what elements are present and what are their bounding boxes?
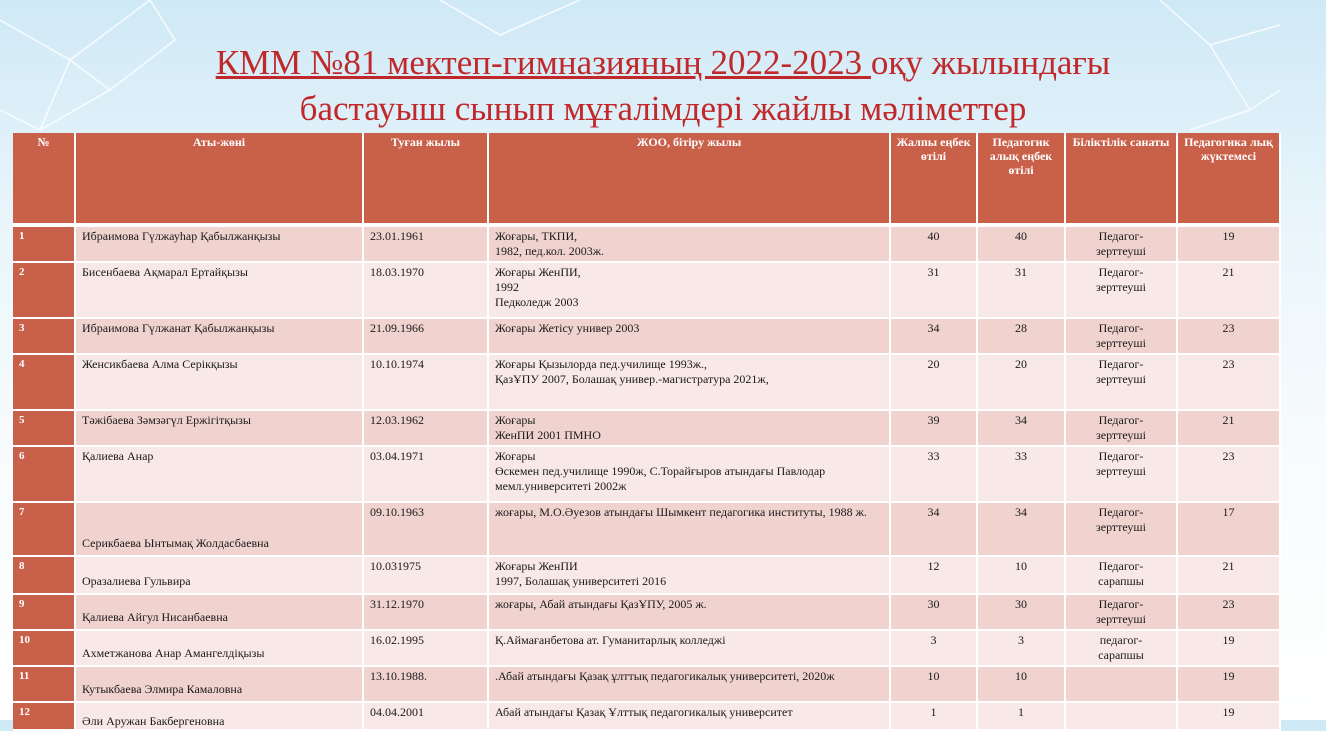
table-row (13, 262, 1280, 318)
table-row (13, 318, 1280, 354)
row-number: 4 (13, 354, 75, 410)
birth-date: 13.10.1988. (363, 666, 488, 702)
row-number: 9 (13, 594, 75, 630)
table-row (13, 410, 1280, 446)
education: Жоғары ЖенПИ 2001 ПМНО (488, 410, 890, 446)
header-row (13, 133, 1280, 225)
table-header (13, 133, 1280, 225)
total-experience: 31 (890, 262, 977, 318)
education: .Абай атындағы Қазақ ұлттық педагогикалық университеті, 2020ж (488, 666, 890, 702)
table-row (13, 556, 1280, 594)
category: Педагог- зерттеуші (1065, 502, 1177, 556)
teaching-load: 23 (1177, 446, 1280, 502)
total-experience: 39 (890, 410, 977, 446)
row-number: 10 (13, 630, 75, 666)
birth-date: 10.031975 (363, 556, 488, 594)
birth-date: 16.02.1995 (363, 630, 488, 666)
teacher-name: Кутыкбаева Элмира Камаловна (75, 666, 363, 702)
teacher-name: Қалиева Айгул Нисанбаевна (75, 594, 363, 630)
header-name: Аты-жөні (75, 133, 363, 225)
category (1065, 702, 1177, 730)
education: Жоғары Қызылорда пед.училище 1993ж., ҚазҰПУ 2007, Болашақ универ.-магистратура 2021ж, (488, 354, 890, 410)
category: Педагог- зерттеуші (1065, 318, 1177, 354)
teachers-table (13, 133, 1281, 731)
table-row (13, 594, 1280, 630)
title-underlined-part: КММ №81 мектеп-гимназияның 2022-2023 (215, 43, 871, 82)
total-experience: 40 (890, 225, 977, 262)
teacher-name: Оразалиева Гульвира (75, 556, 363, 594)
birth-date: 18.03.1970 (363, 262, 488, 318)
pedagogical-experience: 30 (977, 594, 1065, 630)
birth-date: 03.04.1971 (363, 446, 488, 502)
row-number: 11 (13, 666, 75, 702)
pedagogical-experience: 10 (977, 666, 1065, 702)
pedagogical-experience: 33 (977, 446, 1065, 502)
category: Педагог- зерттеуші (1065, 262, 1177, 318)
table-row (13, 502, 1280, 556)
table-body (13, 225, 1280, 730)
pedagogical-experience: 3 (977, 630, 1065, 666)
total-experience: 3 (890, 630, 977, 666)
category: Педагог- зерттеуші (1065, 594, 1177, 630)
header-education: ЖОО, бітіру жылы (488, 133, 890, 225)
total-experience: 20 (890, 354, 977, 410)
pedagogical-experience: 28 (977, 318, 1065, 354)
table-row (13, 446, 1280, 502)
teaching-load: 21 (1177, 556, 1280, 594)
teaching-load: 21 (1177, 262, 1280, 318)
row-number: 5 (13, 410, 75, 446)
birth-date: 09.10.1963 (363, 502, 488, 556)
total-experience: 30 (890, 594, 977, 630)
row-number: 8 (13, 556, 75, 594)
category: Педагог- зерттеуші (1065, 446, 1177, 502)
teaching-load: 23 (1177, 318, 1280, 354)
category: Педагог- сарапшы (1065, 556, 1177, 594)
pedagogical-experience: 10 (977, 556, 1065, 594)
teacher-name: Ибраимова Гүлжауһар Қабылжанқызы (75, 225, 363, 262)
category: Педагог- зерттеуші (1065, 410, 1177, 446)
category: Педагог- зерттеуші (1065, 354, 1177, 410)
total-experience: 12 (890, 556, 977, 594)
row-number: 7 (13, 502, 75, 556)
education: Жоғары Өскемен пед.училище 1990ж, С.Торайғыров атындағы Павлодар мемл.университеті 2002ж (488, 446, 890, 502)
header-number: № (13, 133, 75, 225)
total-experience: 34 (890, 502, 977, 556)
header-pedagogical-experience: Педагогик алық еңбек өтілі (977, 133, 1065, 225)
row-number: 6 (13, 446, 75, 502)
birth-date: 10.10.1974 (363, 354, 488, 410)
table-row (13, 702, 1280, 730)
title-rest-part: оқу жылындағы (870, 43, 1111, 82)
table-row (13, 666, 1280, 702)
teacher-name: Ибраимова Гүлжанат Қабылжанқызы (75, 318, 363, 354)
header-birth-date: Туған жылы (363, 133, 488, 225)
pedagogical-experience: 20 (977, 354, 1065, 410)
header-category: Біліктілік санаты (1065, 133, 1177, 225)
teacher-name: Ахметжанова Анар Амангелдіқызы (75, 630, 363, 666)
teacher-name: Тәжібаева Зәмзәгүл Ержігітқызы (75, 410, 363, 446)
education: Жоғары, ТКПИ, 1982, пед.кол. 2003ж. (488, 225, 890, 262)
row-number: 12 (13, 702, 75, 730)
birth-date: 04.04.2001 (363, 702, 488, 730)
total-experience: 10 (890, 666, 977, 702)
teacher-name: Қалиева Анар (75, 446, 363, 502)
education: Жоғары ЖенПИ, 1992 Педколедж 2003 (488, 262, 890, 318)
teaching-load: 17 (1177, 502, 1280, 556)
teacher-name: Серикбаева Ынтымақ Жолдасбаевна (75, 502, 363, 556)
pedagogical-experience: 1 (977, 702, 1065, 730)
title-line-1 (0, 40, 1326, 86)
total-experience: 34 (890, 318, 977, 354)
teaching-load: 19 (1177, 225, 1280, 262)
pedagogical-experience: 34 (977, 410, 1065, 446)
teacher-name: Бисенбаева Ақмарал Ертайқызы (75, 262, 363, 318)
table-row (13, 630, 1280, 666)
row-number: 1 (13, 225, 75, 262)
birth-date: 31.12.1970 (363, 594, 488, 630)
header-total-experience: Жалпы еңбек өтілі (890, 133, 977, 225)
table-row (13, 225, 1280, 262)
education: Қ.Аймағанбетова ат. Гуманитарлық колледжі (488, 630, 890, 666)
birth-date: 12.03.1962 (363, 410, 488, 446)
header-teaching-load: Педагогика лық жүктемесі (1177, 133, 1280, 225)
category: педагог- сарапшы (1065, 630, 1177, 666)
table-row (13, 354, 1280, 410)
teaching-load: 19 (1177, 630, 1280, 666)
education: Жоғары Жетісу универ 2003 (488, 318, 890, 354)
education: жоғары, Абай атындағы ҚазҰПУ, 2005 ж. (488, 594, 890, 630)
education: Жоғары ЖенПИ 1997, Болашақ университеті 2016 (488, 556, 890, 594)
teacher-name: Женсикбаева Алма Серікқызы (75, 354, 363, 410)
education: жоғары, М.О.Әуезов атындағы Шымкент педагогика институты, 1988 ж. (488, 502, 890, 556)
birth-date: 23.01.1961 (363, 225, 488, 262)
page-title (0, 40, 1326, 132)
teaching-load: 23 (1177, 354, 1280, 410)
pedagogical-experience: 40 (977, 225, 1065, 262)
row-number: 3 (13, 318, 75, 354)
teaching-load: 21 (1177, 410, 1280, 446)
category: Педагог- зерттеуші (1065, 225, 1177, 262)
teaching-load: 23 (1177, 594, 1280, 630)
teaching-load: 19 (1177, 702, 1280, 730)
education: Абай атындағы Қазақ Ұлттық педагогикалық университет (488, 702, 890, 730)
pedagogical-experience: 31 (977, 262, 1065, 318)
total-experience: 33 (890, 446, 977, 502)
pedagogical-experience: 34 (977, 502, 1065, 556)
teacher-name: Әли Аружан Бакбергеновна (75, 702, 363, 730)
total-experience: 1 (890, 702, 977, 730)
teaching-load: 19 (1177, 666, 1280, 702)
row-number: 2 (13, 262, 75, 318)
category (1065, 666, 1177, 702)
birth-date: 21.09.1966 (363, 318, 488, 354)
title-line-2: бастауыш сынып мұғалімдері жайлы мәліметтер (299, 89, 1027, 128)
